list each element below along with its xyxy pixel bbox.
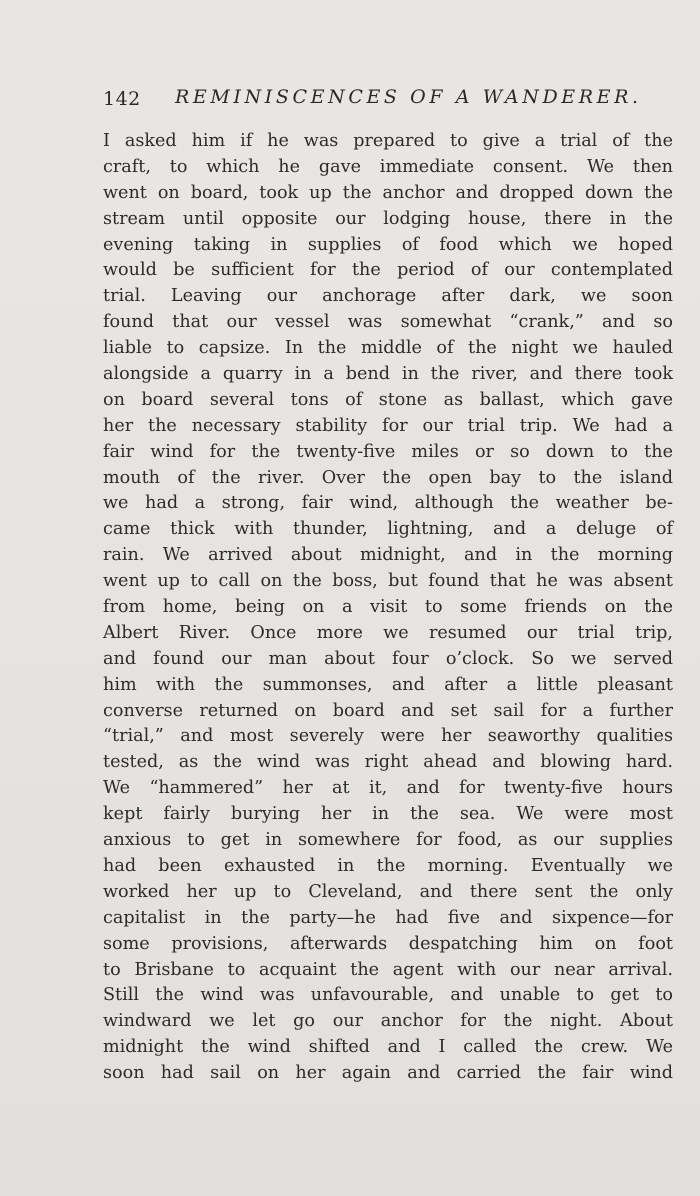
text-line: evening taking in supplies of food which we hoped	[103, 234, 673, 255]
text-line: craft, to which he gave immediate consent. We then	[103, 156, 673, 177]
text-line: “trial,” and most severely were her seaworthy qualities	[103, 726, 673, 747]
text-line: mouth of the river. Over the open bay to the island	[103, 467, 673, 488]
text-line: alongside a quarry in a bend in the river, and there took	[103, 364, 673, 385]
page-number: 142	[103, 88, 141, 110]
text-line: anxious to get in somewhere for food, as our supplies	[103, 830, 673, 851]
text-line: rain. We arrived about midnight, and in the morning	[103, 545, 673, 566]
text-line: went on board, took up the anchor and dropped down the	[103, 182, 673, 203]
text-line: found that our vessel was somewhat “crank,” and so	[103, 312, 673, 333]
text-line: midnight the wind shifted and I called the crew. We	[103, 1037, 673, 1058]
text-line: came thick with thunder, lightning, and a deluge of	[103, 519, 673, 540]
text-line: we had a strong, fair wind, although the weather be-	[103, 493, 673, 514]
body-text	[103, 129, 673, 1087]
text-line: to Brisbane to acquaint the agent with our near arrival.	[103, 959, 673, 980]
running-title: REMINISCENCES OF A WANDERER.	[175, 86, 642, 108]
text-line: stream until opposite our lodging house, there in the	[103, 208, 673, 229]
text-line: trial. Leaving our anchorage after dark, we soon	[103, 286, 673, 307]
text-line: Still the wind was unfavourable, and unable to get to	[103, 985, 673, 1006]
text-line: and found our man about four o’clock. So we served	[103, 648, 673, 669]
page-header	[103, 86, 642, 114]
text-line: liable to capsize. In the middle of the night we hauled	[103, 338, 673, 359]
text-line: soon had sail on her again and carried the fair wind	[103, 1063, 673, 1084]
text-line: I asked him if he was prepared to give a trial of the	[103, 131, 673, 151]
text-line: her the necessary stability for our trial trip. We had a	[103, 415, 673, 436]
text-line: tested, as the wind was right ahead and blowing hard.	[103, 752, 673, 773]
text-line: on board several tons of stone as ballast, which gave	[103, 389, 673, 410]
text-line: some provisions, afterwards despatching him on foot	[103, 933, 673, 954]
text-line: converse returned on board and set sail for a further	[103, 700, 673, 721]
text-line: Albert River. Once more we resumed our trial trip,	[103, 622, 673, 643]
text-line: worked her up to Cleveland, and there sent the only	[103, 881, 673, 902]
text-line: went up to call on the boss, but found that he was absent	[103, 571, 673, 592]
text-line: We “hammered” her at it, and for twenty-five hours	[103, 778, 673, 799]
text-line: had been exhausted in the morning. Eventually we	[103, 855, 673, 876]
text-line: fair wind for the twenty-five miles or so down to the	[103, 441, 673, 462]
text-line: him with the summonses, and after a little pleasant	[103, 674, 673, 695]
text-line: windward we let go our anchor for the night. About	[103, 1011, 673, 1032]
text-line: would be sufficient for the period of our contemplated	[103, 260, 673, 281]
text-line: from home, being on a visit to some friends on the	[103, 597, 673, 618]
text-line: capitalist in the party—he had five and sixpence—for	[103, 907, 673, 928]
text-line: kept fairly burying her in the sea. We were most	[103, 804, 673, 825]
